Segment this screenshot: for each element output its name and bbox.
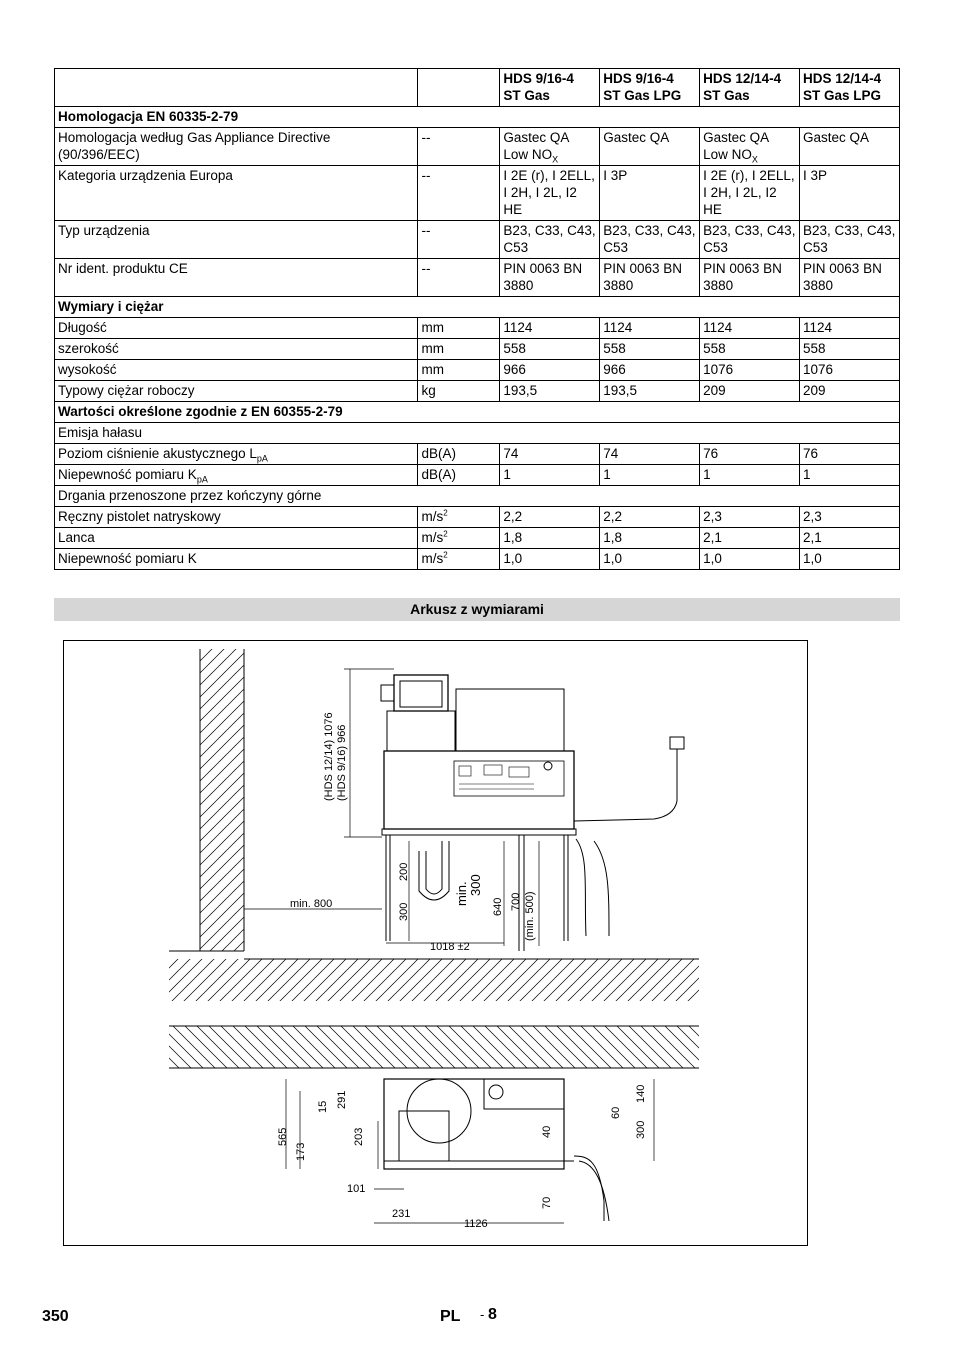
dimension-drawing-svg: [64, 641, 807, 1245]
svg-text:300: 300: [468, 874, 483, 896]
table-row: Ręczny pistolet natryskowy $m/s^2$ 2,2 2,2 2,3 2,3: [55, 507, 900, 528]
side-dimension-labels: [290, 712, 536, 953]
svg-text:min.: min.: [454, 881, 469, 906]
svg-text:min. 800: min. 800: [290, 898, 333, 910]
dimension-drawing: [63, 640, 808, 1246]
table-header-row: [55, 69, 900, 107]
svg-text:101: 101: [347, 1183, 366, 1195]
table-row: Poziom ciśnienie akustycznego $L_{pA}$ dB(A) 74 74 76 76: [55, 444, 900, 465]
svg-text:291: 291: [336, 1090, 348, 1109]
svg-text:200: 200: [398, 862, 410, 881]
table-row: Typowy ciężar roboczy kg 193,5 193,5 209 209: [55, 381, 900, 402]
section-row: Wartości określone zgodnie z EN 60355-2-79: [55, 402, 900, 423]
section-row: Wymiary i ciężar: [55, 297, 900, 318]
table-row: Lanca $m/s^2$ 1,8 1,8 2,1 2,1: [55, 528, 900, 549]
table-row: Emisja hałasu: [55, 423, 900, 444]
technical-data-table: [54, 68, 900, 570]
svg-text:1126: 1126: [464, 1218, 488, 1230]
table-row: Drgania przenoszone przez kończyny górne: [55, 486, 900, 507]
svg-text:15: 15: [317, 1100, 329, 1113]
table-row: Nr ident. produktu CE -- PIN 0063 BN 3880 PIN 0063 BN 3880 PIN 0063 BN 3880 PIN 0063 BN 3880: [55, 259, 900, 297]
svg-text:203: 203: [353, 1127, 365, 1146]
svg-text:(min. 500): (min. 500): [524, 891, 536, 941]
svg-text:173: 173: [295, 1142, 307, 1161]
col-header-4: HDS 12/14-4 ST Gas LPG: [800, 69, 900, 107]
table-row: Kategoria urządzenia Europa -- I 2E (r), I 2ELL, I 2H, I 2L, I2 HE I 3P I 2E (r), I 2ELL, I 2H, I 2L, I2 HE I 3P: [55, 166, 900, 221]
svg-text:231: 231: [392, 1208, 411, 1220]
col-header-1: HDS 9/16-4 ST Gas: [500, 69, 600, 107]
section-title: Arkusz z wymiarami: [54, 598, 900, 621]
table-row: Niepewność pomiaru $K_{pA}$ dB(A) 1 1 1 1: [55, 465, 900, 486]
svg-text:40: 40: [541, 1125, 553, 1138]
svg-text:640: 640: [492, 897, 504, 916]
language-code: PL: [440, 1308, 461, 1325]
top-dimension-labels: [277, 1085, 647, 1230]
svg-text:300: 300: [635, 1120, 647, 1139]
table-row: szerokość mm 558 558 558 558: [55, 339, 900, 360]
svg-text:(HDS 9/16) 966: (HDS 9/16) 966: [336, 724, 348, 801]
svg-text:70: 70: [541, 1196, 553, 1209]
table-row: Typ urządzenia -- B23, C33, C43, C53 B23, C33, C43, C53 B23, C33, C43, C53 B23, C33, C43, C53: [55, 221, 900, 259]
svg-text:1018 ±2: 1018 ±2: [430, 941, 470, 953]
section-row: Homologacja EN 60335-2-79: [55, 107, 900, 128]
svg-text:140: 140: [635, 1084, 647, 1103]
top-view: [169, 1026, 699, 1221]
col-header-2: HDS 9/16-4 ST Gas LPG: [600, 69, 700, 107]
table-row: Niepewność pomiaru K $m/s^2$ 1,0 1,0 1,0 1,0: [55, 549, 900, 570]
table-row: wysokość mm 966 966 1076 1076: [55, 360, 900, 381]
svg-text:60: 60: [610, 1106, 622, 1119]
table-row: Homologacja według Gas Appliance Directive (90/396/EEC) -- Gastec QA Low $NO_X$ Gastec QA Gastec QA Low $NO_X$ Gastec QA: [55, 128, 900, 166]
svg-text:565: 565: [277, 1127, 289, 1146]
svg-text:(HDS 12/14) 1076: (HDS 12/14) 1076: [323, 712, 335, 801]
page-number: 350: [42, 1308, 69, 1325]
table-row: Długość mm 1124 1124 1124 1124: [55, 318, 900, 339]
col-header-3: HDS 12/14-4 ST Gas: [700, 69, 800, 107]
sub-page-number: - 8: [480, 1306, 497, 1323]
svg-text:300: 300: [398, 902, 410, 921]
svg-text:700: 700: [510, 892, 522, 911]
